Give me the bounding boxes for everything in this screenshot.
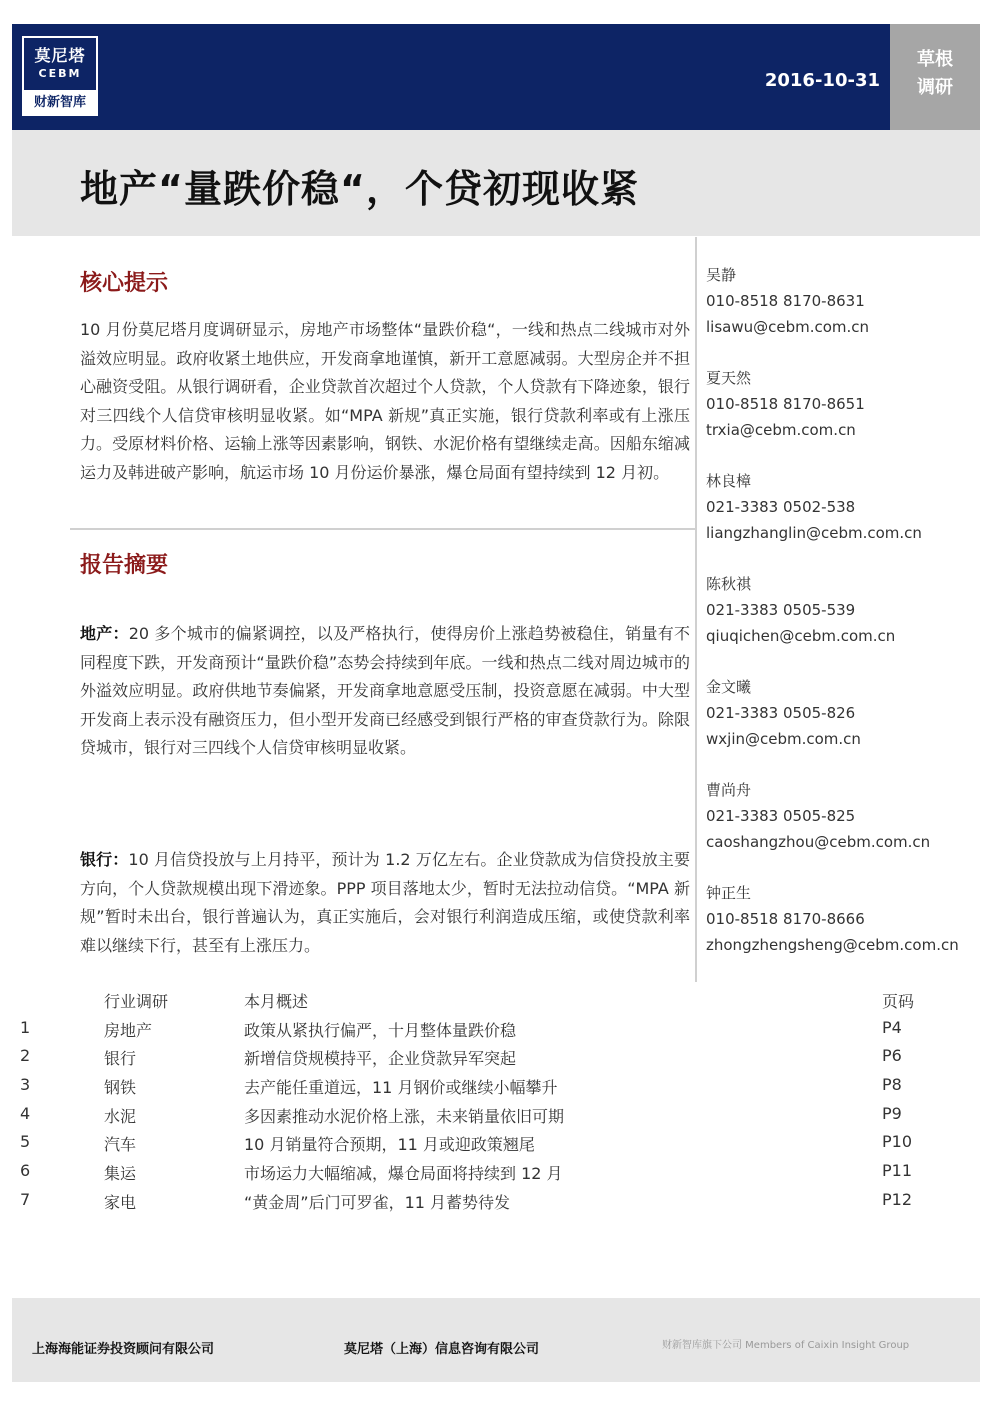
contact-email[interactable]: qiuqichen@cebm.com.cn [706,627,896,645]
logo-cn-text: 莫尼塔 [34,46,86,65]
header-industry: 行业调研 [104,992,169,1011]
summary-paragraph-property [80,620,690,763]
row-num: 7 [20,1189,31,1209]
row-page[interactable]: P12 [882,1189,913,1209]
row-num: 2 [20,1046,31,1066]
tag-line-2: 调研 [917,77,953,98]
table-row [0,1014,992,1043]
row-industry: 集运 [104,1164,137,1184]
footer-company-1: 上海海能证券投资顾问有限公司 [32,1342,215,1357]
row-industry: 房地产 [104,1020,153,1040]
row-summary: 新增信贷规模持平，企业贷款异军突起 [244,1049,517,1069]
contact-phone: 021-3383 0505-539 [706,601,856,619]
contact-phone: 010-8518 8170-8631 [706,292,865,310]
contact-email[interactable]: caoshangzhou@cebm.com.cn [706,833,931,851]
contact-email[interactable]: zhongzhengsheng@cebm.com.cn [706,936,959,954]
contact-card [706,674,986,777]
contact-email[interactable]: lisawu@cebm.com.cn [706,318,870,336]
page-title: 地产“量跌价稳“，个贷初现收紧 [80,167,639,211]
footer-company-2: 莫尼塔（上海）信息咨询有限公司 [344,1342,540,1357]
table-row [0,1100,992,1129]
vertical-divider [695,237,697,982]
contact-phone: 010-8518 8170-8666 [706,910,865,928]
row-num: 4 [20,1103,31,1123]
report-date: 2016-10-31 [764,70,880,91]
contact-name: 陈秋祺 [706,575,752,593]
header-summary: 本月概述 [244,992,309,1011]
contact-name: 吴静 [706,266,737,284]
row-page[interactable]: P11 [882,1161,913,1181]
table-row [0,1186,992,1215]
contact-card [706,262,986,365]
row-num: 3 [20,1075,31,1095]
contact-name: 钟正生 [706,884,752,902]
logo-en-text: CEBM [38,67,82,80]
company-logo [22,36,98,116]
logo-sub-text: 财新智库 [33,95,86,110]
contact-phone: 021-3383 0505-825 [706,807,856,825]
row-page[interactable]: P10 [882,1132,913,1152]
analyst-contacts [706,262,986,983]
tag-line-1: 草根 [917,49,953,70]
contact-name: 曹尚舟 [706,781,752,799]
contact-email[interactable]: wxjin@cebm.com.cn [706,730,861,748]
row-summary: 政策从紧执行偏严，十月整体量跌价稳 [244,1020,517,1040]
paragraph-label: 银行： [80,850,129,869]
paragraph-label: 地产： [80,624,129,643]
table-row [0,1128,992,1157]
paragraph-text: 10 月信贷投放与上月持平，预计为 1.2 万亿左右。企业贷款成为信贷投放主要方向，个人贷款规模出现下滑迹象。PPP 项目落地太少，暂时无法拉动信贷。“MPA 新规”暂时未出台，银行普遍认为，真正实施后，会对银行利润造成压缩，或使贷款利率难以继续下行，甚至有上涨压力。 [80,850,690,955]
contact-phone: 021-3383 0502-538 [706,498,856,516]
contact-name: 夏天然 [706,369,752,387]
contact-card [706,571,986,674]
contact-email[interactable]: liangzhanglin@cebm.com.cn [706,524,922,542]
header-page: 页码 [882,992,915,1011]
contact-card [706,365,986,468]
contact-card [706,468,986,571]
row-summary: 多因素推动水泥价格上涨，未来销量依旧可期 [244,1106,565,1126]
contact-card [706,880,986,983]
contact-name: 金文曦 [706,678,752,696]
row-page[interactable]: P9 [882,1103,902,1123]
row-industry: 银行 [104,1049,137,1069]
core-heading: 核心提示 [80,271,169,296]
page-footer [12,1298,980,1382]
row-num: 6 [20,1161,31,1181]
contact-email[interactable]: trxia@cebm.com.cn [706,421,856,439]
row-num: 1 [20,1017,31,1037]
row-industry: 钢铁 [104,1078,137,1098]
section-divider [70,528,695,530]
row-page[interactable]: P8 [882,1075,902,1095]
paragraph-text: 20 多个城市的偏紧调控，以及严格执行，使得房价上涨趋势被稳住，销量有不同程度下跌，开发商预计“量跌价稳”态势会持续到年底。一线和热点二线对周边城市的外溢效应明显。政府供地节奏偏紧，开发商拿地意愿受压制，投资意愿在减弱。中大型开发商上表示没有融资压力，但小型开发商已经感受到银行严格的审查贷款行为。除限贷城市，银行对三四线个人信贷审核明显收紧。 [80,624,690,757]
row-summary: 市场运力大幅缩减，爆仓局面将持续到 12 月 [244,1164,563,1184]
table-header [0,985,992,1014]
footer-group: 财新智库旗下公司 Members of Caixin Insight Group [662,1340,910,1351]
contact-name: 林良樟 [706,472,752,490]
contact-phone: 021-3383 0505-826 [706,704,856,722]
contact-phone: 010-8518 8170-8651 [706,395,865,413]
table-row [0,1157,992,1186]
row-summary: “黄金周”后门可罗雀，11 月蓄势待发 [244,1192,511,1212]
summary-paragraph-bank [80,846,690,960]
core-text: 10 月份莫尼塔月度调研显示，房地产市场整体“量跌价稳“，一线和热点二线城市对外溢效应明显。政府收紧土地供应，开发商拿地谨慎，新开工意愿减弱。大型房企并不担心融资受阻。从银行调研看，企业贷款首次超过个人贷款，个人贷款有下降迹象，银行对三四线个人信贷审核明显收紧。如“MPA 新规”真正实施，银行贷款利率或有上涨压力。受原材料价格、运输上涨等因素影响，钢铁、水泥价格有望继续走高。因船东缩减运力及韩进破产影响，航运市场 10 月份运价暴涨，爆仓局面有望持续到 12 月初。 [80,320,690,482]
row-page[interactable]: P4 [882,1017,902,1037]
row-industry: 水泥 [104,1106,137,1126]
row-industry: 汽车 [104,1135,137,1155]
row-num: 5 [20,1132,31,1152]
table-row [0,1071,992,1100]
row-summary: 10 月销量符合预期，11 月或迎政策翘尾 [244,1135,535,1155]
row-page[interactable]: P6 [882,1046,902,1066]
industry-table [0,985,992,1215]
row-summary: 去产能任重道远，11 月钢价或继续小幅攀升 [244,1078,558,1098]
table-row [0,1042,992,1071]
row-industry: 家电 [104,1192,137,1212]
report-type-tag [890,24,980,130]
contact-card [706,777,986,880]
summary-heading: 报告摘要 [80,553,169,578]
